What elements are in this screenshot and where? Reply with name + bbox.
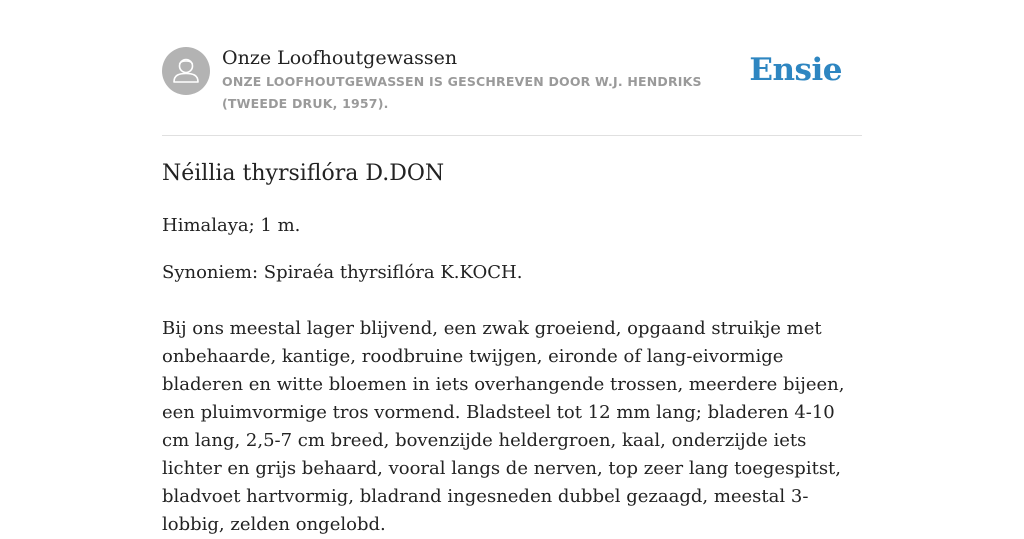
entry-paragraph-origin: Himalaya; 1 m. bbox=[162, 215, 301, 236]
entry-paragraph-description: Bij ons meestal lager blijvend, een zwak groeiend, opgaand struikje met onbehaarde, kantige, roodbruine twijgen, eironde of lang-eivormige bladeren en witte bloemen in iets overhangende trossen, meerdere bijeen, een pluimvormige tros vormend. Bladsteel tot 12 mm lang; bladeren 4-10 cm lang, 2,5-7 cm breed, bovenzijde heldergroen, kaal, onderzijde iets lichter en grijs behaard, vooral langs de nerven, top zeer lang toegespitst, bladvoet hartvormig, bladrand ingesneden dubbel gezaagd, meestal 3-lobbig, zelden ongelobd. bbox=[162, 318, 845, 535]
header-text bbox=[222, 45, 752, 115]
brand-logo[interactable]: Ensie bbox=[749, 52, 842, 88]
page bbox=[162, 0, 862, 535]
header bbox=[162, 0, 862, 136]
site-subtitle: ONZE LOOFHOUTGEWASSEN IS GESCHREVEN DOOR W.J. HENDRIKS (TWEEDE DRUK, 1957). bbox=[222, 74, 702, 111]
site-title[interactable]: Onze Loofhoutgewassen bbox=[222, 47, 458, 69]
entry-title: Néillia thyrsiflóra D.DON bbox=[162, 161, 445, 186]
avatar[interactable] bbox=[162, 47, 210, 95]
entry-paragraph-synonym: Synoniem: Spiraéa thyrsiflóra K.KOCH. bbox=[162, 262, 523, 283]
user-icon bbox=[162, 47, 210, 95]
